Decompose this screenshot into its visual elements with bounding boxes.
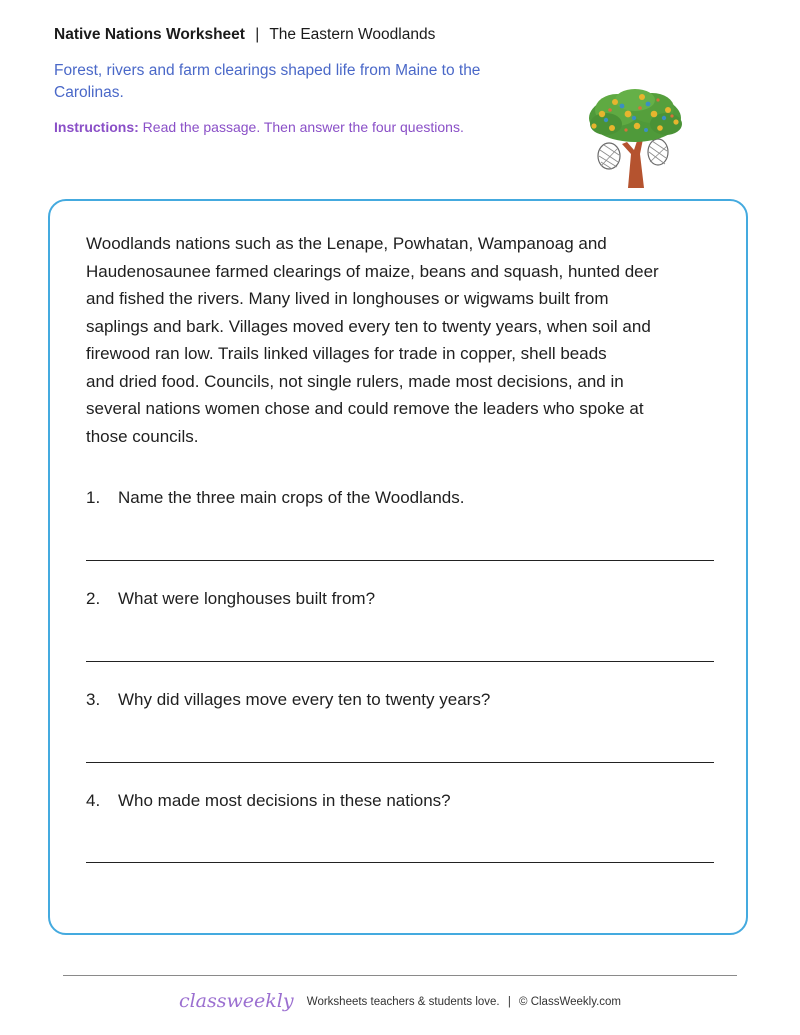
passage-line: Woodlands nations such as the Lenape, Powhatan, Wampanoag and (86, 234, 607, 253)
question-2 (86, 589, 706, 609)
footer-copyright: © ClassWeekly.com (519, 996, 622, 1008)
footer-tagline: Worksheets teachers & students love. (306, 996, 500, 1008)
reading-passage (86, 230, 716, 450)
passage-line: saplings and bark. Villages moved every ten to twenty years, when soil and (86, 316, 651, 336)
instructions-text: Read the passage. Then answer the four questions. (142, 119, 464, 135)
footer-divider (63, 975, 737, 976)
subtitle: Forest, rivers and farm clearings shaped life from Maine to the Carolinas. (54, 62, 481, 101)
answer-line-2[interactable] (86, 661, 714, 662)
question-text: Name the three main crops of the Woodlands. (118, 488, 465, 507)
passage-line: several nations women chose and could remove the leaders who spoke at (86, 399, 644, 418)
question-number: 4. (86, 791, 101, 810)
question-3 (86, 690, 706, 710)
question-1 (86, 488, 706, 508)
worksheet-title (54, 26, 435, 44)
question-number: 1. (86, 488, 101, 507)
brand-logo: classweekly (178, 990, 294, 1012)
question-text: What were longhouses built from? (118, 589, 376, 608)
instructions-label: Instructions: (54, 119, 139, 135)
passage-line: and dried food. Councils, not single rulers, made most decisions, and in (86, 371, 624, 391)
passage-line: Haudenosaunee farmed clearings of maize, beans and squash, hunted deer (86, 261, 659, 281)
question-4 (86, 791, 706, 811)
answer-line-3[interactable] (86, 762, 714, 763)
instructions (54, 119, 464, 135)
footer-separator: | (507, 996, 511, 1008)
footer (0, 990, 800, 1012)
question-number: 2. (86, 589, 101, 608)
passage-line: and fished the rivers. Many lived in longhouses or wigwams built from (86, 289, 609, 308)
question-text: Why did villages move every ten to twenty years? (118, 690, 491, 709)
question-text: Who made most decisions in these nations? (118, 791, 451, 810)
title-rest: The Eastern Woodlands (269, 26, 436, 43)
passage-line: firewood ran low. Trails linked villages for trade in copper, shell beads (86, 344, 607, 363)
answer-line-1[interactable] (86, 560, 714, 561)
title-separator: | (255, 26, 260, 43)
title-bold: Native Nations Worksheet (54, 26, 245, 43)
tree-icon (582, 88, 688, 188)
question-number: 3. (86, 690, 101, 709)
answer-line-4[interactable] (86, 862, 714, 863)
passage-line: those councils. (86, 426, 199, 446)
